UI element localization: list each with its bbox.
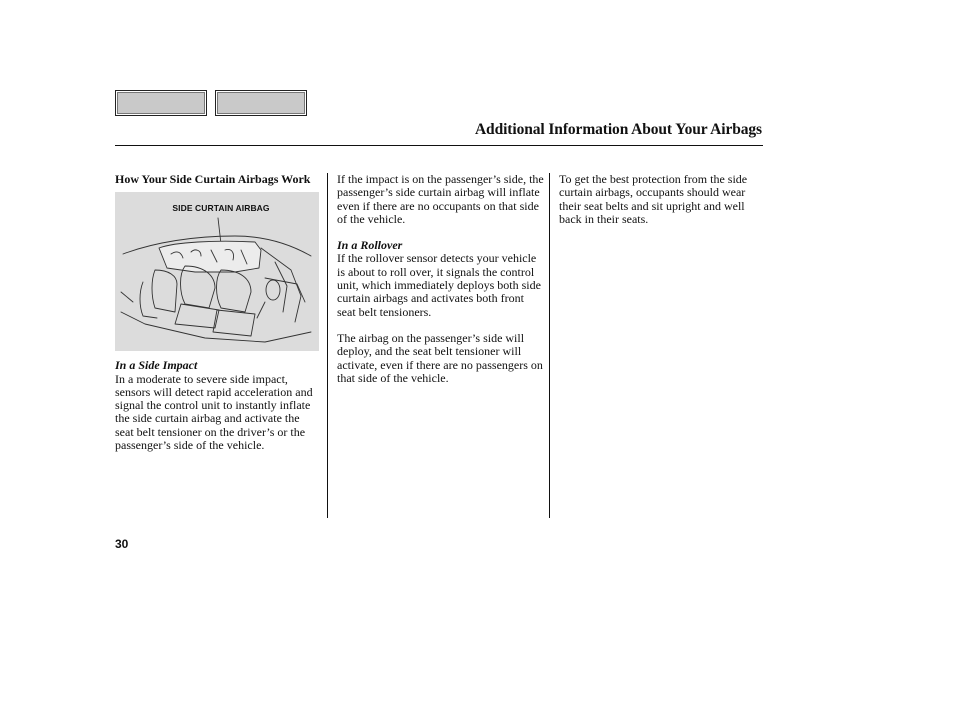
- passenger-side-paragraph: If the impact is on the passenger’s side, the passenger’s side curtain airbag will inflate even if there are no occupants on that side of the vehicle.: [337, 172, 544, 226]
- subheading-rollover: In a Rollover: [337, 238, 403, 253]
- side-impact-paragraph: In a moderate to severe side impact, sensors will detect rapid acceleration and signal the control unit to instantly inflate the side curtain airbag and activate the seat belt tensioner on the driver’s or the passenger’s side of the vehicle.: [115, 371, 313, 453]
- section-tab-1[interactable]: [115, 90, 207, 116]
- section-heading: How Your Side Curtain Airbags Work: [115, 172, 311, 186]
- rollover-paragraph: If the rollover sensor detects your vehicle is about to roll over, it signals the control unit, which immediately deploys both side curtain airbags and activates both front seat belt tensioners.: [337, 251, 541, 319]
- column-divider-2: [549, 173, 550, 518]
- side-curtain-airbag-illustration: [115, 192, 319, 351]
- figure-label: SIDE CURTAIN AIRBAG: [172, 203, 270, 214]
- protection-paragraph: To get the best protection from the side curtain airbags, occupants should wear their seat belts and sit upright and well back in their seats.: [559, 172, 748, 226]
- column-1: [115, 173, 320, 452]
- column-divider-1: [327, 173, 328, 518]
- passenger-deploy-paragraph: The airbag on the passenger’s side will deploy, and the seat belt tensioner will activate, even if there are no passengers on that side of the vehicle.: [337, 330, 543, 385]
- car-interior-drawing: [115, 192, 319, 351]
- column-3: [559, 173, 757, 226]
- column-2: [337, 173, 545, 385]
- page-number: 30: [115, 537, 129, 551]
- section-tab-2[interactable]: [215, 90, 307, 116]
- title-rule: [115, 145, 763, 146]
- subheading-side-impact: In a Side Impact: [115, 358, 198, 373]
- page-title: Additional Information About Your Airbags: [474, 121, 762, 138]
